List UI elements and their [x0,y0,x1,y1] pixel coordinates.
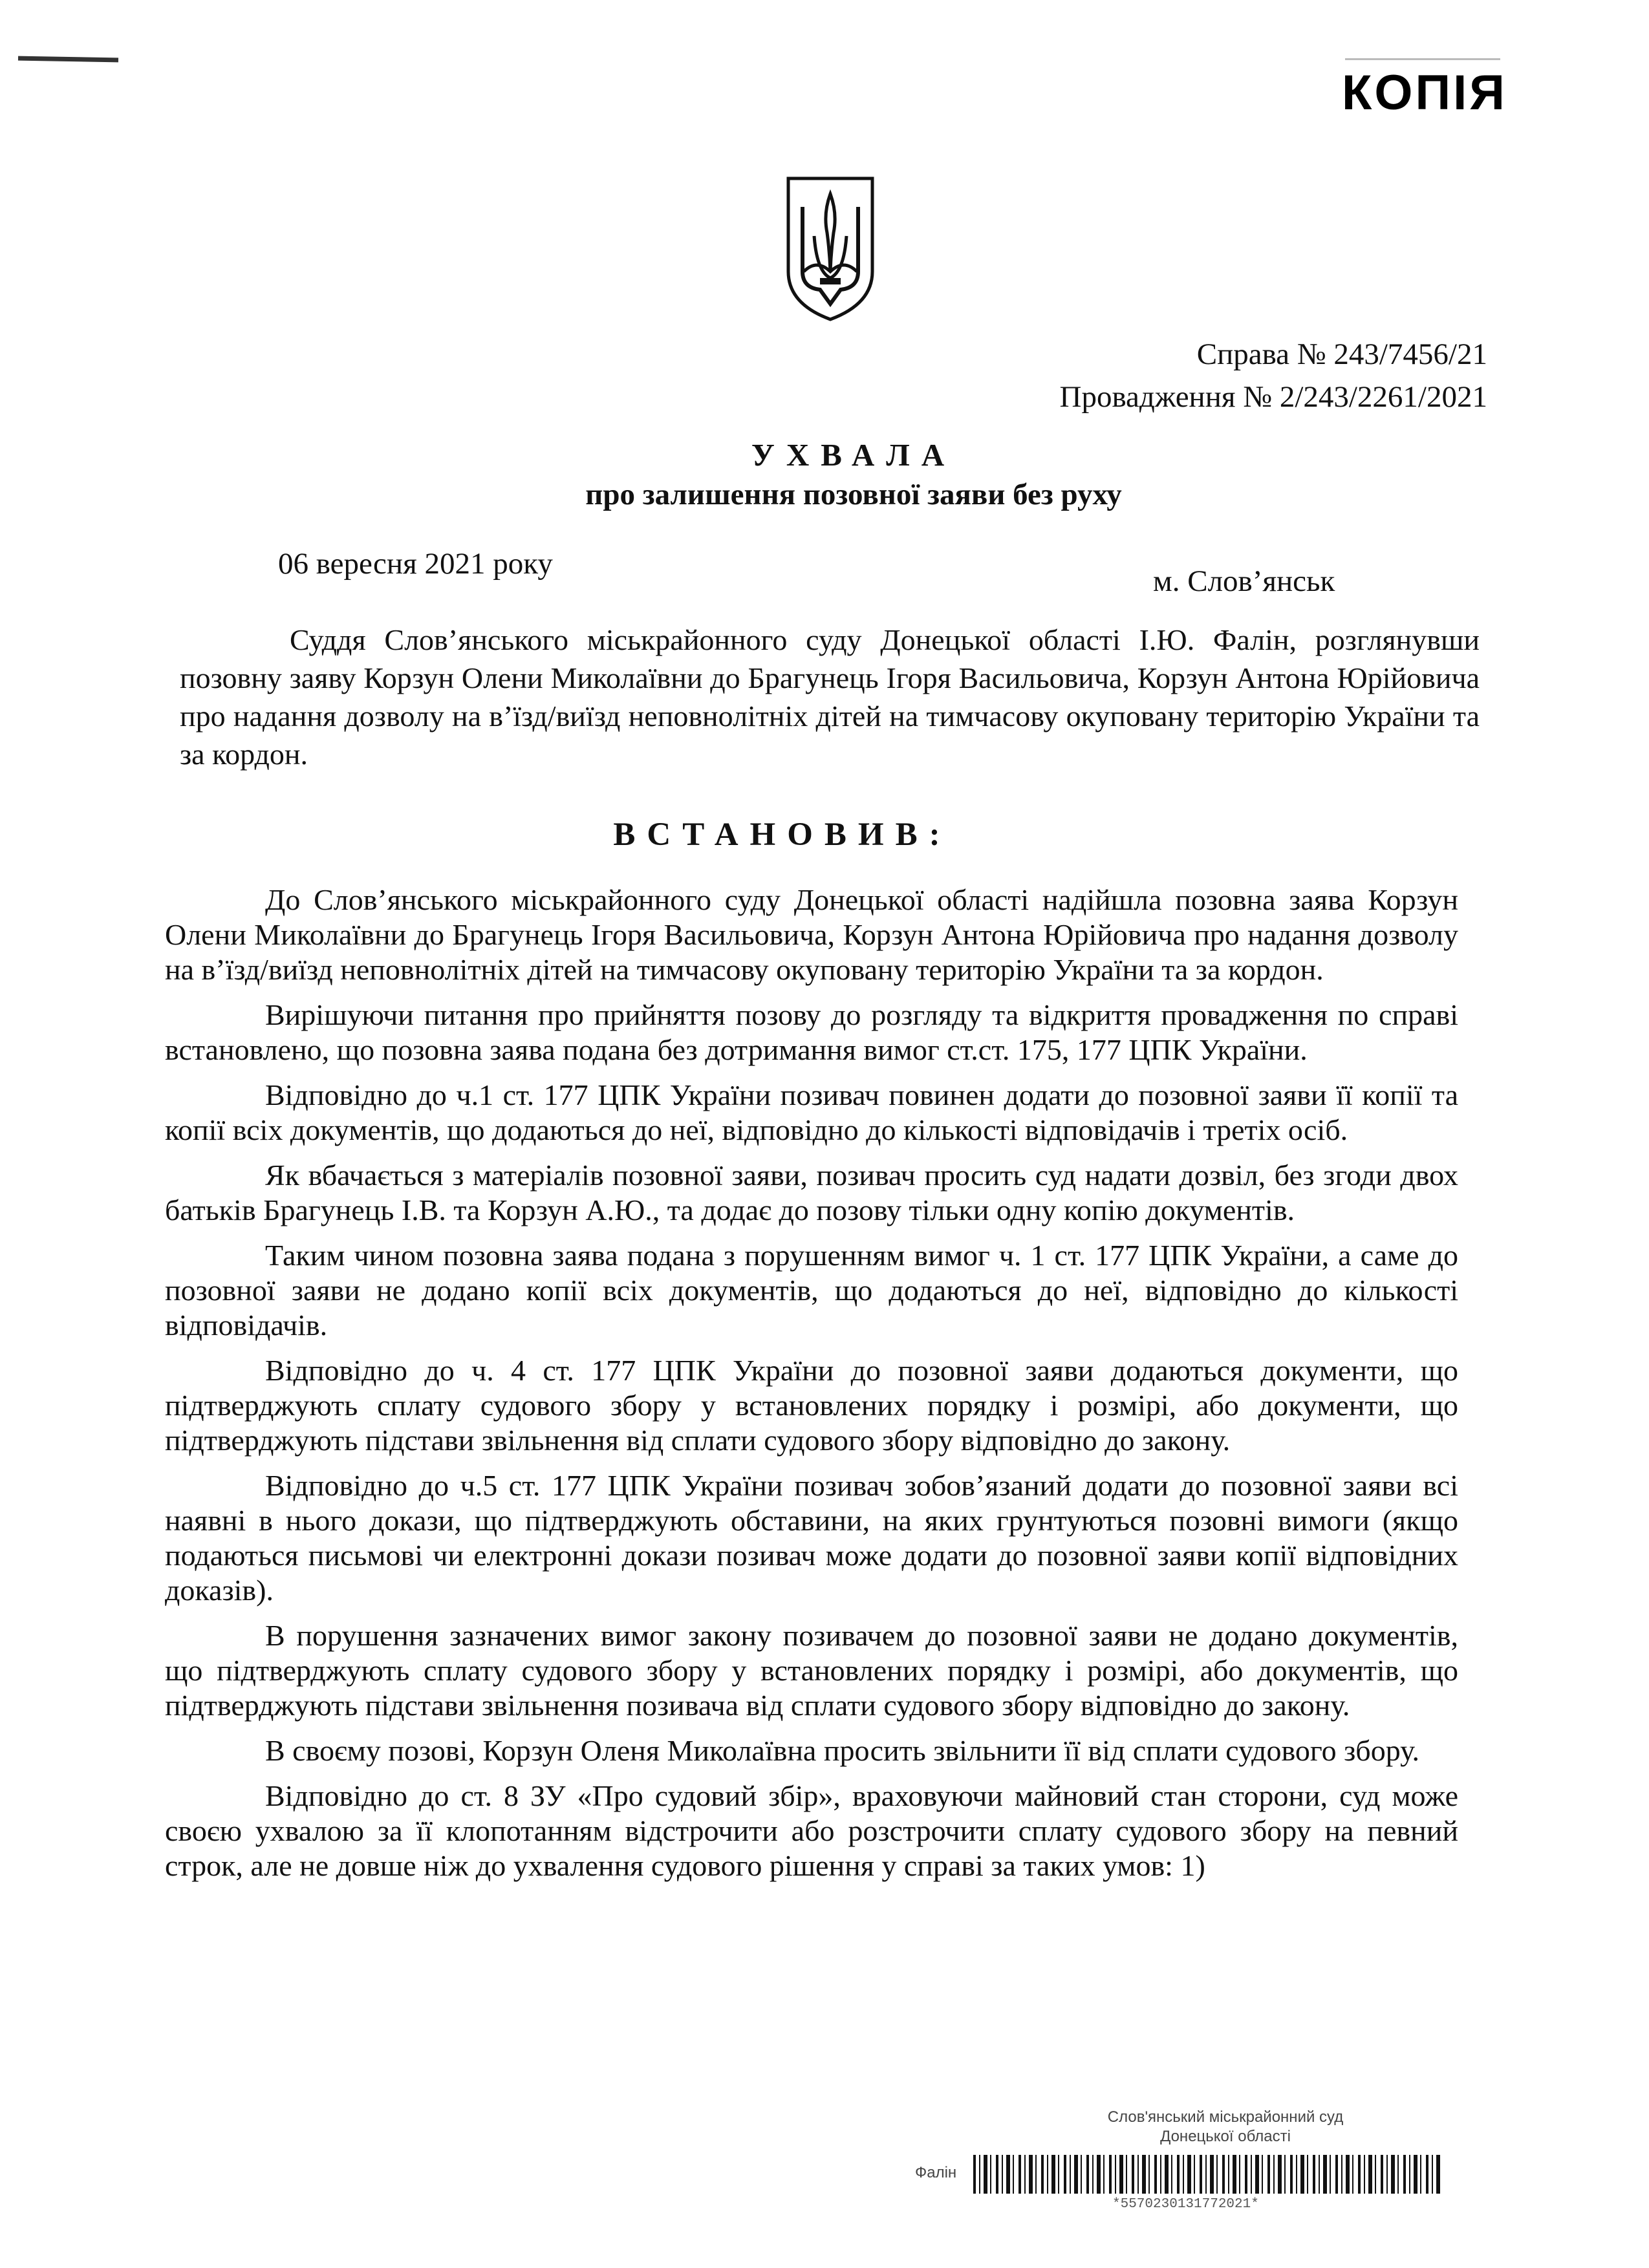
copy-stamp: КОПІЯ [1342,65,1507,120]
footer-court-region: Донецької області [1160,2128,1291,2145]
document-subtitle: про залишення позовної заяви без руху [585,478,1122,511]
proceeding-number: Провадження № 2/243/2261/2021 [1059,380,1487,414]
paragraph: Вирішуючи питання про прийняття позову до розгляду та відкриття провадження по справі встановлено, що позовна заява подана без дотримання вимог ст.ст. 175, 177 ЦПК України. [165,998,1458,1066]
section-heading: ВСТАНОВИВ: [613,817,952,853]
paragraph: Відповідно до ст. 8 ЗУ «Про судовий збір», враховуючи майновий стан сторони, суд може своєю ухвалою за її клопотанням відстрочити або розстрочити сплату судового збору на певний строк, але не довше ніж до ухвалення судового рішення у справі за таких умов: 1) [165,1779,1458,1882]
case-reference [1060,333,1487,418]
scan-artifact [18,56,118,63]
case-number: Справа № 243/7456/21 [1196,337,1487,371]
document-date: 06 вересня 2021 року [278,547,553,581]
paragraph: Таким чином позовна заява подана з порушенням вимог ч. 1 ст. 177 ЦПК України, а саме до позовної заяви не додано копії всіх документів, що додаються до неї, відповідно до кількості відповідачів. [165,1239,1458,1342]
footer-court-stamp [1077,2108,1374,2146]
paragraph: До Слов’янського міськрайонного суду Донецької області надійшла позовна заява Корзун Олени Миколаївни до Брагунець Ігоря Васильовича, Корзун Антона Юрійовича про надання дозволу на в’їзд/виїзд неповнолітніх дітей на тимчасову окуповану територію України та за кордон. [165,883,1458,986]
barcode [973,2155,1442,2194]
trident-emblem-icon [784,175,876,323]
footer-judge-name: Фалін [915,2164,957,2181]
document-place: м. Слов’янськ [1153,564,1335,598]
body-text [165,883,1458,1894]
paragraph: В порушення зазначених вимог закону позивачем до позовної заяви не додано документів, що підтверджують сплату судового збору у встановлених порядку і розмірі, або документів, що підтверджують підстави звільнення позивача від сплати судового збору відповідно до закону. [165,1619,1458,1722]
footer-court-line: Слов'янський міськрайонний суд [1107,2108,1344,2126]
paragraph: В своєму позові, Корзун Оленя Миколаївна просить звільнити її від сплати судового збору. [265,1734,1419,1767]
paragraph: Відповідно до ч.5 ст. 177 ЦПК України позивач зобов’язаний додати до позовної заяви всі наявні в нього докази, що підтверджують обставини, на яких грунтуються позовні вимоги (якщо подаються письмові чи електронні докази позивач може додати до позовної заяви копії відповідних доказів). [165,1469,1458,1607]
paragraph: Відповідно до ч.1 ст. 177 ЦПК України позивач повинен додати до позовної заяви її копії та копії всіх документів, що додаються до неї, відповідно до кількості відповідачів і третіх осіб. [165,1078,1458,1146]
document-title: УХВАЛА [751,437,956,473]
scan-artifact-top [1345,58,1500,60]
paragraph: Як вбачається з матеріалів позовної заяви, позивач просить суд надати дозвіл, без згоди двох батьків Брагунець І.В. та Корзун А.Ю., та додає до позову тільки одну копію документів. [165,1159,1458,1226]
barcode-number: *5570230131772021* [1112,2197,1259,2212]
paragraph: Відповідно до ч. 4 ст. 177 ЦПК України до позовної заяви додаються документи, що підтверджують сплату судового збору у встановлених порядку і розмірі, або документи, що підтверджують підстави звільнення від сплати судового збору відповідно до закону. [165,1354,1458,1457]
intro-paragraph: Суддя Слов’янського міськрайонного суду Донецької області І.Ю. Фалін, розглянувши позовну заяву Корзун Олени Миколаївни до Брагунець Ігоря Васильовича, Корзун Антона Юрійовича про надання дозволу на в’їзд/виїзд неповнолітніх дітей на тимчасову окуповану територію України та за кордон. [180,623,1480,771]
